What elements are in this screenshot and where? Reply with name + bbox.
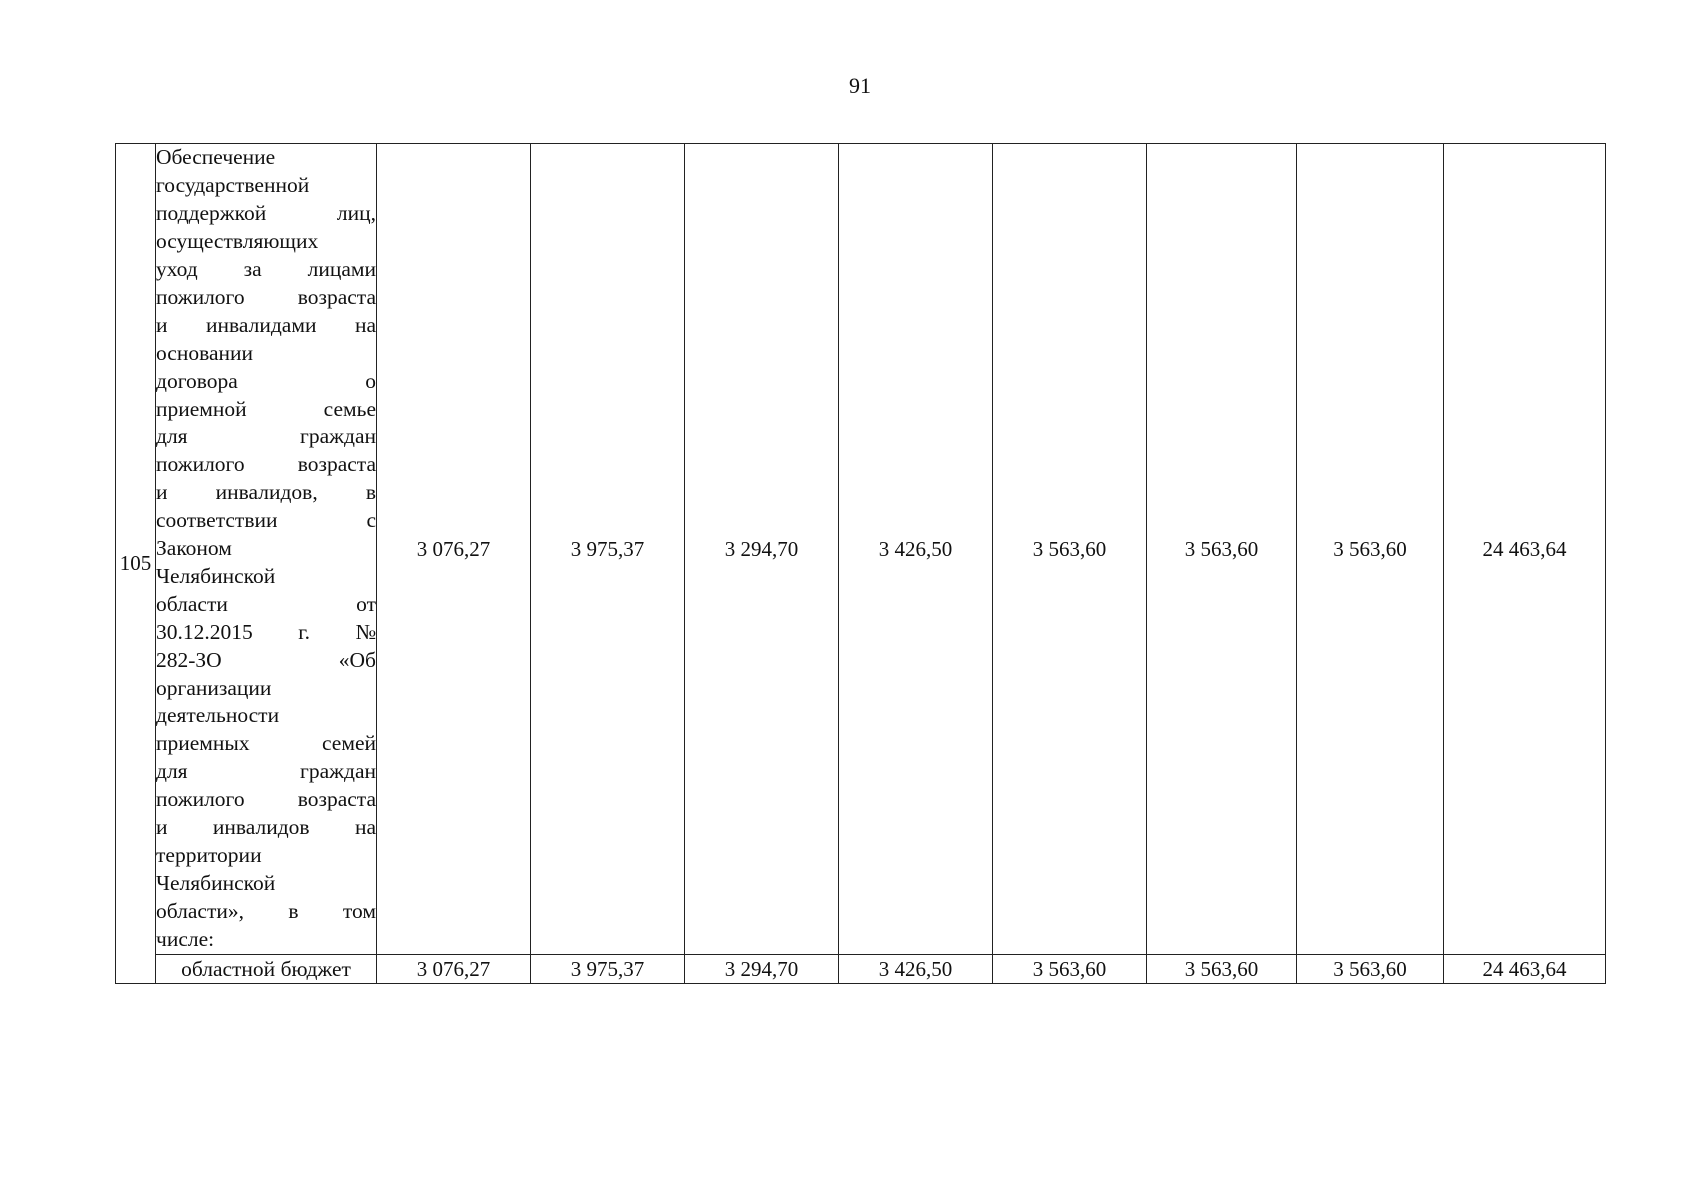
value-cell: 3 563,60 (993, 144, 1147, 955)
description-line: основании (156, 340, 254, 365)
description-line: области», в том (156, 898, 376, 923)
total-cell: 24 463,64 (1444, 144, 1606, 955)
description-line: Челябинской (156, 870, 276, 895)
sub-row-label: областной бюджет (156, 955, 377, 984)
value-cell: 3 563,60 (1147, 144, 1297, 955)
description-line: области от (156, 591, 376, 616)
description-line: для граждан (156, 424, 376, 449)
description-line: пожилого возраста (156, 284, 376, 309)
value-cell: 3 975,37 (531, 955, 685, 984)
description-line: организации (156, 675, 272, 700)
description-line: договора о (156, 368, 376, 393)
value-cell: 3 294,70 (685, 144, 839, 955)
value-cell: 3 076,27 (377, 144, 531, 955)
description-line: Обеспечение (156, 145, 276, 170)
description-line: поддержкой лиц, (156, 201, 376, 226)
page-number: 91 (849, 73, 871, 98)
description-line: числе: (156, 926, 215, 951)
description-line: 282-ЗО «Об (156, 647, 376, 672)
value-cell: 3 563,60 (1297, 955, 1444, 984)
description-line: и инвалидов на (156, 815, 376, 840)
description-line: территории (156, 843, 262, 868)
value-cell: 3 975,37 (531, 144, 685, 955)
description-line: 30.12.2015 г. № (156, 619, 376, 644)
value-cell: 3 076,27 (377, 955, 531, 984)
description-line: приемной семье (156, 396, 376, 421)
description-line: деятельности (156, 703, 280, 728)
description-line: Челябинской (156, 563, 276, 588)
table-row (116, 955, 1606, 984)
description-line: уход за лицами (156, 256, 376, 281)
row-number: 105 (116, 144, 156, 984)
value-cell: 3 294,70 (685, 955, 839, 984)
total-cell: 24 463,64 (1444, 955, 1606, 984)
budget-table (115, 143, 1606, 984)
value-cell: 3 563,60 (993, 955, 1147, 984)
description-line: приемных семей (156, 731, 376, 756)
description-line: осуществляющих (156, 229, 319, 254)
description-line: и инвалидов, в (156, 480, 376, 505)
description-line: для граждан (156, 759, 376, 784)
row-description (156, 144, 377, 955)
table-row (116, 144, 1606, 955)
description-line: государственной (156, 173, 310, 198)
value-cell: 3 426,50 (839, 955, 993, 984)
description-line: Законом (156, 536, 232, 561)
description-line: и инвалидами на (156, 312, 376, 337)
value-cell: 3 563,60 (1147, 955, 1297, 984)
description-line: пожилого возраста (156, 787, 376, 812)
value-cell: 3 426,50 (839, 144, 993, 955)
description-line: соответствии с (156, 508, 376, 533)
value-cell: 3 563,60 (1297, 144, 1444, 955)
description-line: пожилого возраста (156, 452, 376, 477)
